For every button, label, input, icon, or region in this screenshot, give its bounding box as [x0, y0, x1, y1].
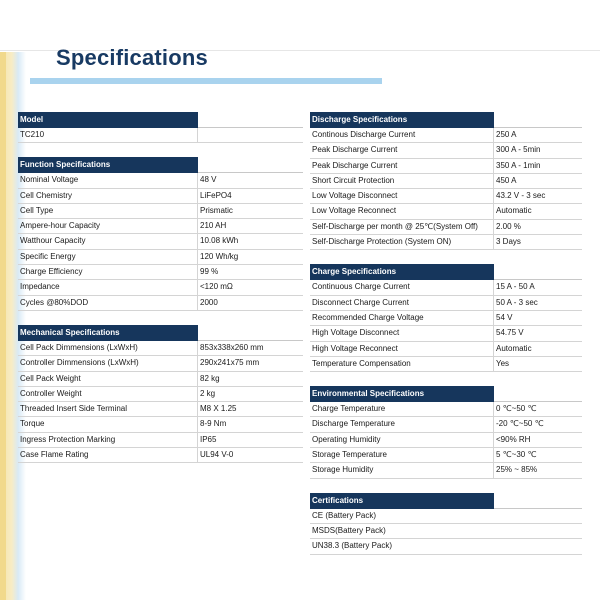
section-header [310, 112, 582, 128]
table-row [18, 296, 303, 311]
spec-label: MSDS(Battery Pack) [312, 525, 386, 535]
spec-value: LiFePO4 [200, 190, 232, 200]
spec-section-certifications [310, 493, 582, 555]
section-header-spacer [494, 112, 582, 128]
spec-value: 210 AH [200, 221, 227, 231]
spec-label: Charge Efficiency [18, 265, 198, 279]
right-spec-column [310, 112, 582, 569]
table-row [18, 265, 303, 280]
spec-label: Short Circuit Protection [310, 174, 494, 188]
spec-value: Automatic [496, 343, 532, 353]
spec-value: 450 A [496, 175, 517, 185]
spec-value: 8-9 Nm [200, 419, 227, 429]
table-row [18, 204, 303, 219]
spec-label: Low Voltage Disconnect [310, 189, 494, 203]
spec-value: 853x338x260 mm [200, 342, 264, 352]
table-row [310, 204, 582, 219]
section-header-spacer [494, 493, 582, 509]
spec-label: Case Flame Rating [18, 448, 198, 462]
table-row [310, 174, 582, 189]
spec-label: Controller Weight [18, 387, 198, 401]
table-row [310, 143, 582, 158]
title-underline [30, 78, 382, 84]
spec-label: Peak Discharge Current [310, 159, 494, 173]
spec-value [198, 128, 303, 142]
spec-label: Continuous Charge Current [310, 280, 494, 294]
table-row [18, 219, 303, 234]
spec-section-function-specifications [18, 157, 303, 311]
spec-label: Specific Energy [18, 250, 198, 264]
table-row [18, 448, 303, 463]
spec-label: Self-Discharge Protection (System ON) [310, 235, 494, 249]
section-header [18, 112, 303, 128]
spec-label: Threaded Insert Side Terminal [18, 402, 198, 416]
table-row [310, 326, 582, 341]
spec-value: 3 Days [496, 237, 521, 247]
spec-label: Charge Temperature [310, 402, 494, 416]
spec-section-discharge-specifications [310, 112, 582, 250]
section-title: Environmental Specifications [310, 386, 494, 402]
table-row [18, 173, 303, 188]
top-bar [0, 0, 600, 51]
table-row [310, 128, 582, 143]
spec-section-charge-specifications [310, 264, 582, 372]
spec-value: 2000 [200, 297, 218, 307]
spec-label: Cell Chemistry [18, 189, 198, 203]
spec-value: 99 % [200, 267, 219, 277]
spec-value: <90% RH [496, 434, 531, 444]
spec-label: Continous Discharge Current [310, 128, 494, 142]
spec-section-environmental-specifications [310, 386, 582, 478]
table-row [18, 372, 303, 387]
table-row [310, 433, 582, 448]
section-header [310, 264, 582, 280]
table-row [310, 342, 582, 357]
spec-label: Controller Dimmensions (LxWxH) [18, 356, 198, 370]
table-row [18, 387, 303, 402]
table-row [18, 250, 303, 265]
spec-value: 54 V [496, 312, 513, 322]
table-row [310, 417, 582, 432]
spec-label: Cell Pack Dimmensions (LxWxH) [18, 341, 198, 355]
spec-value: 15 A - 50 A [496, 282, 535, 292]
spec-value: Yes [496, 358, 510, 368]
section-title: Model [18, 112, 198, 128]
spec-value: 300 A - 5min [496, 145, 541, 155]
table-row [310, 311, 582, 326]
spec-label: Peak Discharge Current [310, 143, 494, 157]
spec-value: 0 ℃~50 ℃ [496, 404, 537, 414]
table-row [310, 159, 582, 174]
spec-label: Cycles @80%DOD [18, 296, 198, 310]
table-row [18, 402, 303, 417]
spec-value: 5 ℃~30 ℃ [496, 450, 537, 460]
section-header-spacer [198, 157, 303, 173]
table-row [310, 189, 582, 204]
spec-label: UN38.3 (Battery Pack) [312, 541, 393, 551]
table-row [310, 539, 582, 554]
spec-label: High Voltage Reconnect [310, 342, 494, 356]
section-header [310, 493, 582, 509]
spec-value: 43.2 V - 3 sec [496, 191, 546, 201]
spec-label: Ampere-hour Capacity [18, 219, 198, 233]
table-row [310, 463, 582, 478]
spec-value: 2 kg [200, 388, 216, 398]
spec-label: Storage Humidity [310, 463, 494, 477]
spec-value: Automatic [496, 206, 532, 216]
section-header-spacer [198, 325, 303, 341]
table-row [310, 402, 582, 417]
section-title: Mechanical Specifications [18, 325, 198, 341]
spec-value: 48 V [200, 175, 217, 185]
spec-value: IP65 [200, 434, 217, 444]
table-row [18, 280, 303, 295]
spec-value: Prismatic [200, 205, 233, 215]
spec-label: Self-Discharge per month @ 25℃(System Off) [310, 220, 494, 234]
spec-value: 82 kg [200, 373, 220, 383]
section-header [18, 325, 303, 341]
spec-value: 10.08 kWh [200, 236, 239, 246]
section-title: Charge Specifications [310, 264, 494, 280]
section-title: Function Specifications [18, 157, 198, 173]
spec-value: <120 mΩ [200, 282, 233, 292]
spec-label: Torque [18, 417, 198, 431]
spec-value: 290x241x75 mm [200, 358, 260, 368]
spec-label: Discharge Temperature [310, 417, 494, 431]
spec-value: 2.00 % [496, 221, 521, 231]
section-header [310, 386, 582, 402]
page-title: Specifications [56, 45, 208, 70]
spec-label: Cell Type [18, 204, 198, 218]
left-decoration-stripe [0, 52, 6, 600]
spec-label: Watthour Capacity [18, 234, 198, 248]
spec-value: 250 A [496, 130, 517, 139]
spec-section-model [18, 112, 303, 143]
spec-label: Ingress Protection Marking [18, 433, 198, 447]
spec-value: M8 X 1.25 [200, 404, 237, 414]
spec-value: 350 A - 1min [496, 160, 541, 170]
table-row [18, 433, 303, 448]
spec-value: 54.75 V [496, 328, 524, 338]
spec-label: Recommended Charge Voltage [310, 311, 494, 325]
spec-label: Impedance [18, 280, 198, 294]
spec-label: TC210 [18, 128, 198, 142]
section-header-spacer [494, 264, 582, 280]
section-header-spacer [198, 112, 303, 128]
spec-label: Storage Temperature [310, 448, 494, 462]
spec-value: UL94 V-0 [200, 450, 234, 460]
left-spec-column [18, 112, 303, 477]
spec-value: 50 A - 3 sec [496, 297, 538, 307]
table-row [310, 235, 582, 250]
spec-label: Temperature Compensation [310, 357, 494, 371]
table-row [18, 189, 303, 204]
spec-value: -20 ℃~50 ℃ [496, 419, 544, 429]
section-header-spacer [494, 386, 582, 402]
spec-label: Operating Humidity [310, 433, 494, 447]
spec-label: Nominal Voltage [18, 173, 198, 187]
table-row [18, 356, 303, 371]
table-row [18, 234, 303, 249]
spec-label: Low Voltage Reconnect [310, 204, 494, 218]
table-row [310, 357, 582, 372]
spec-value: 25% ~ 85% [496, 465, 538, 475]
spec-label: CE (Battery Pack) [312, 510, 377, 520]
section-title: Discharge Specifications [310, 112, 494, 128]
spec-section-mechanical-specifications [18, 325, 303, 463]
table-row [18, 341, 303, 356]
section-title: Certifications [310, 493, 494, 509]
section-header [18, 157, 303, 173]
table-row [18, 128, 303, 143]
spec-value: 120 Wh/kg [200, 251, 239, 261]
spec-label: Disconnect Charge Current [310, 296, 494, 310]
table-row [310, 448, 582, 463]
spec-label: Cell Pack Weight [18, 372, 198, 386]
table-row [310, 524, 582, 539]
table-row [310, 509, 582, 524]
table-row [310, 220, 582, 235]
table-row [310, 280, 582, 295]
spec-label: High Voltage Disconnect [310, 326, 494, 340]
table-row [310, 296, 582, 311]
table-row [18, 417, 303, 432]
